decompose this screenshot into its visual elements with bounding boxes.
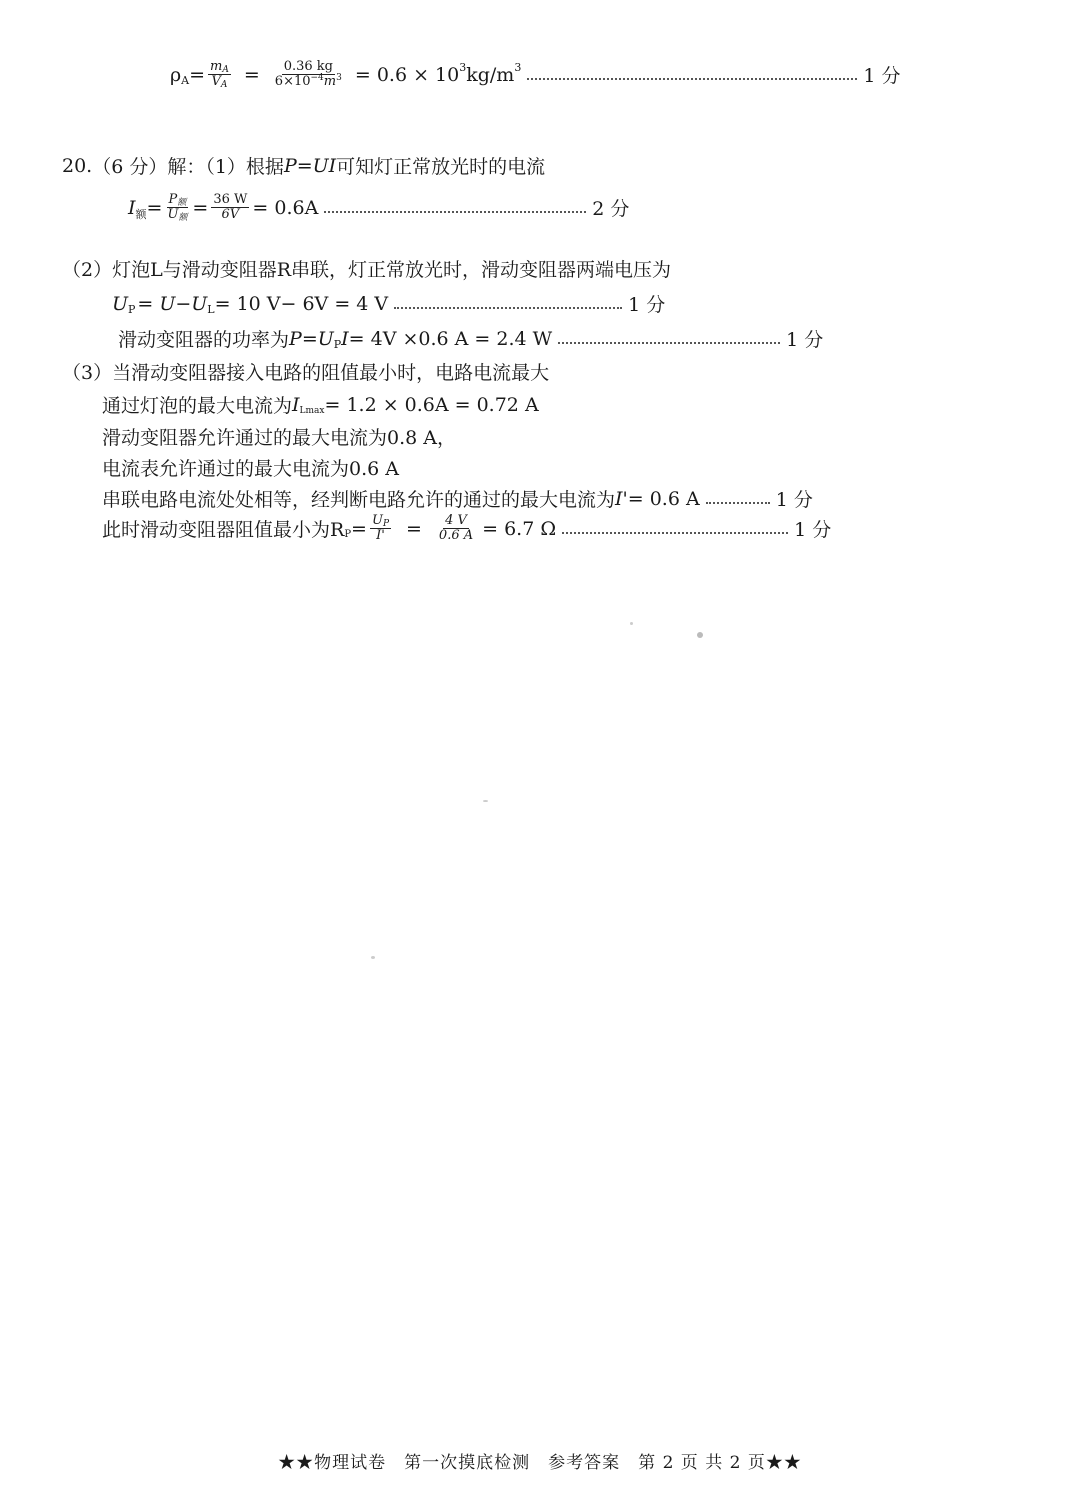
part-2-heading: （2）灯泡L与滑动变阻器R串联，灯正常放光时，滑动变阻器两端电压为 (62, 259, 672, 281)
density-result: = 0.6 × 10 (354, 63, 460, 86)
voltage-current-fraction: $\frac{UP}{I'}$ (371, 513, 389, 544)
scan-speck (483, 800, 488, 802)
rheostat-voltage-line: U P = U − U L = 10 V− 6V = 4 V 1 分 (112, 290, 665, 317)
score: 1 分 (775, 489, 813, 511)
ammeter-max-current-line: 电流表允许通过的最大电流为0.6 A (102, 458, 399, 480)
numeric-fraction: $\frac{4 V}{0.6 A}$ (438, 513, 474, 544)
power-voltage-fraction: $\frac{\text{P额}}{\text{U额}}$ (167, 192, 188, 224)
scan-speck (697, 632, 703, 638)
score: 1 分 (786, 329, 824, 351)
rheostat-max-current-line: 滑动变阻器允许通过的最大电流为0.8 A， (102, 427, 456, 449)
score: 1 分 (628, 294, 666, 316)
rho-symbol: ρ (170, 63, 182, 86)
question-20-heading: 20. （6 分）解：（1）根据 P=UI 可知灯正常放光时的电流 (62, 154, 546, 178)
dot-leader (562, 532, 788, 534)
rated-current-result: = 0.6A (252, 196, 319, 219)
scan-speck (630, 622, 633, 625)
part-3-heading: （3）当滑动变阻器接入电路的阻值最小时，电路电流最大 (62, 362, 550, 384)
question-number: 20. (62, 154, 93, 177)
numeric-fraction: $\frac{36 W}{6V}$ (213, 192, 248, 223)
scan-speck (371, 956, 375, 959)
density-formula-line: ρ A = $\frac{mA}{VA}$ = $\frac{0.36 kg}{6\times 10^{-4}m^3}$ = 0.6 × 10 3 kg/m 3 1 分 (170, 59, 901, 91)
dot-leader (706, 502, 770, 504)
rheostat-power-line: 滑动变阻器的功率为 P = U P I = 4V ×0.6 A = 2.4 W 1 分 (118, 325, 823, 352)
score: 2 分 (592, 198, 630, 221)
mass-volume-fraction: $\frac{mA}{VA}$ (210, 59, 229, 91)
page-footer: ★★物理试卷 第一次摸底检测 参考答案 第 2 页 共 2 页★★ (278, 1453, 802, 1473)
circuit-max-current-line: 串联电路电流处处相等，经判断电路允许的通过的最大电流为 I' = 0.6 A 1 分 (102, 485, 813, 512)
lamp-max-current-line: 通过灯泡的最大电流为 I Lmax = 1.2 × 0.6A = 0.72 A (102, 393, 539, 417)
dot-leader (527, 78, 857, 80)
score: 1 分 (794, 519, 832, 542)
score: 1 分 (863, 65, 901, 88)
dot-leader (558, 342, 780, 344)
dot-leader (394, 307, 622, 309)
rated-current-line: I 额 = $\frac{\text{P额}}{\text{U额}}$ = $\frac{36 W}{6V}$ = 0.6A 2 分 (128, 192, 630, 224)
numeric-fraction: $\frac{0.36 kg}{6\times 10^{-4}m^3}$ (274, 59, 342, 90)
min-resistance-line: 此时滑动变阻器阻值最小为R P = $\frac{UP}{I'}$ = $\frac{4 V}{0.6 A}$ = 6.7 Ω 1 分 (102, 513, 832, 544)
dot-leader (324, 211, 586, 213)
